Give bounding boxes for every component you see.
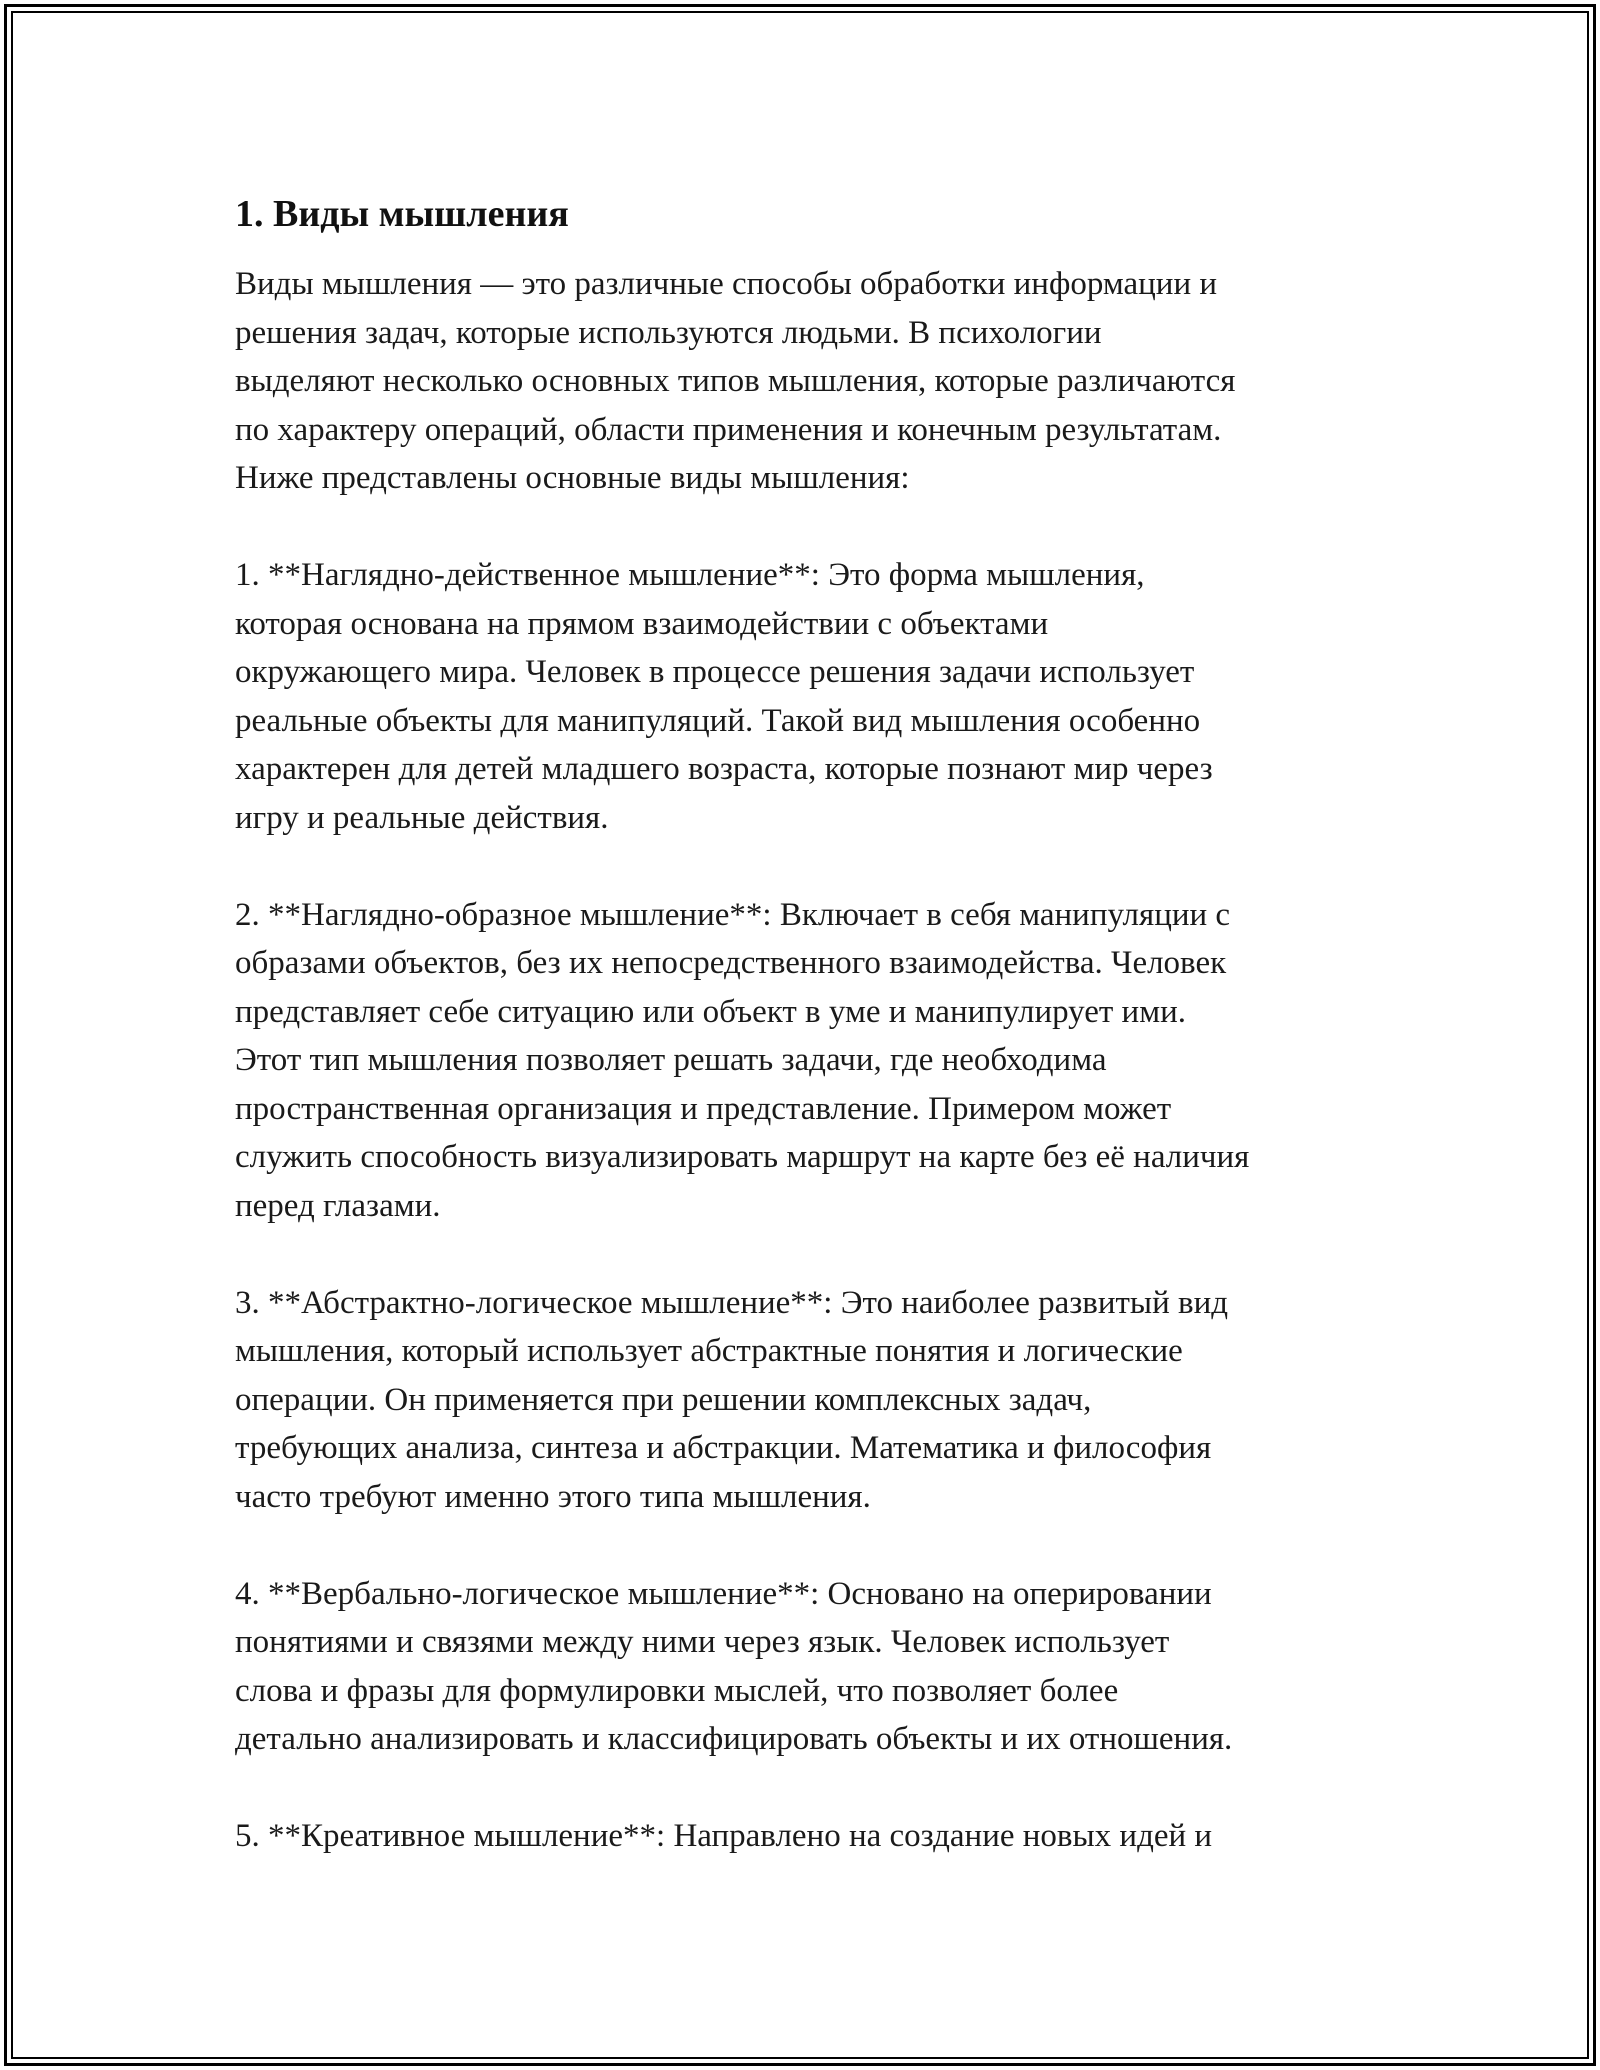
document-body bbox=[235, 186, 1375, 1861]
intro-paragraph: Виды мышления — это различные способы обработки информации и решения задач, которые используются людьми. В психологии выделяют несколько основных типов мышления, которые различаются по характеру операций, области применения и конечным результатам. Ниже представлены основные виды мышления: bbox=[235, 266, 1236, 496]
list-item-2: 2. **Наглядно-образное мышление**: Включает в себя манипуляции с образами объектов, без их непосредственного взаимодейства. Человек представляет себе ситуацию или объект в уме и манипулирует ими. Этот тип мышления позволяет решать задачи, где необходима пространственная организация и представление. Примером может служить способность визуализировать маршрут на карте без её наличия перед глазами. bbox=[235, 896, 1250, 1224]
list-item-4: 4. **Вербально-логическое мышление**: Основано на оперировании понятиями и связями между ними через язык. Человек использует слова и фразы для формулировки мыслей, что позволяет более детально анализировать и классифицировать объекты и их отношения. bbox=[235, 1575, 1233, 1757]
list-item-3: 3. **Абстрактно-логическое мышление**: Это наиболее развитый вид мышления, который использует абстрактные понятия и логические операции. Он применяется при решении комплексных задач, требующих анализа, синтеза и абстракции. Математика и философия часто требуют именно этого типа мышления. bbox=[235, 1284, 1229, 1515]
list-item-5: 5. **Креативное мышление**: Направлено на создание новых идей и bbox=[235, 1818, 1213, 1854]
list-item-1: 1. **Наглядно-действенное мышление**: Это форма мышления, которая основана на прямом взаимодействии с объектами окружающего мира. Человек в процессе решения задачи использует реальные объекты для манипуляций. Такой вид мышления особенно характерен для детей младшего возраста, которые познают мир через игру и реальные действия. bbox=[235, 557, 1213, 836]
section-heading: 1. Виды мышления bbox=[235, 193, 569, 235]
